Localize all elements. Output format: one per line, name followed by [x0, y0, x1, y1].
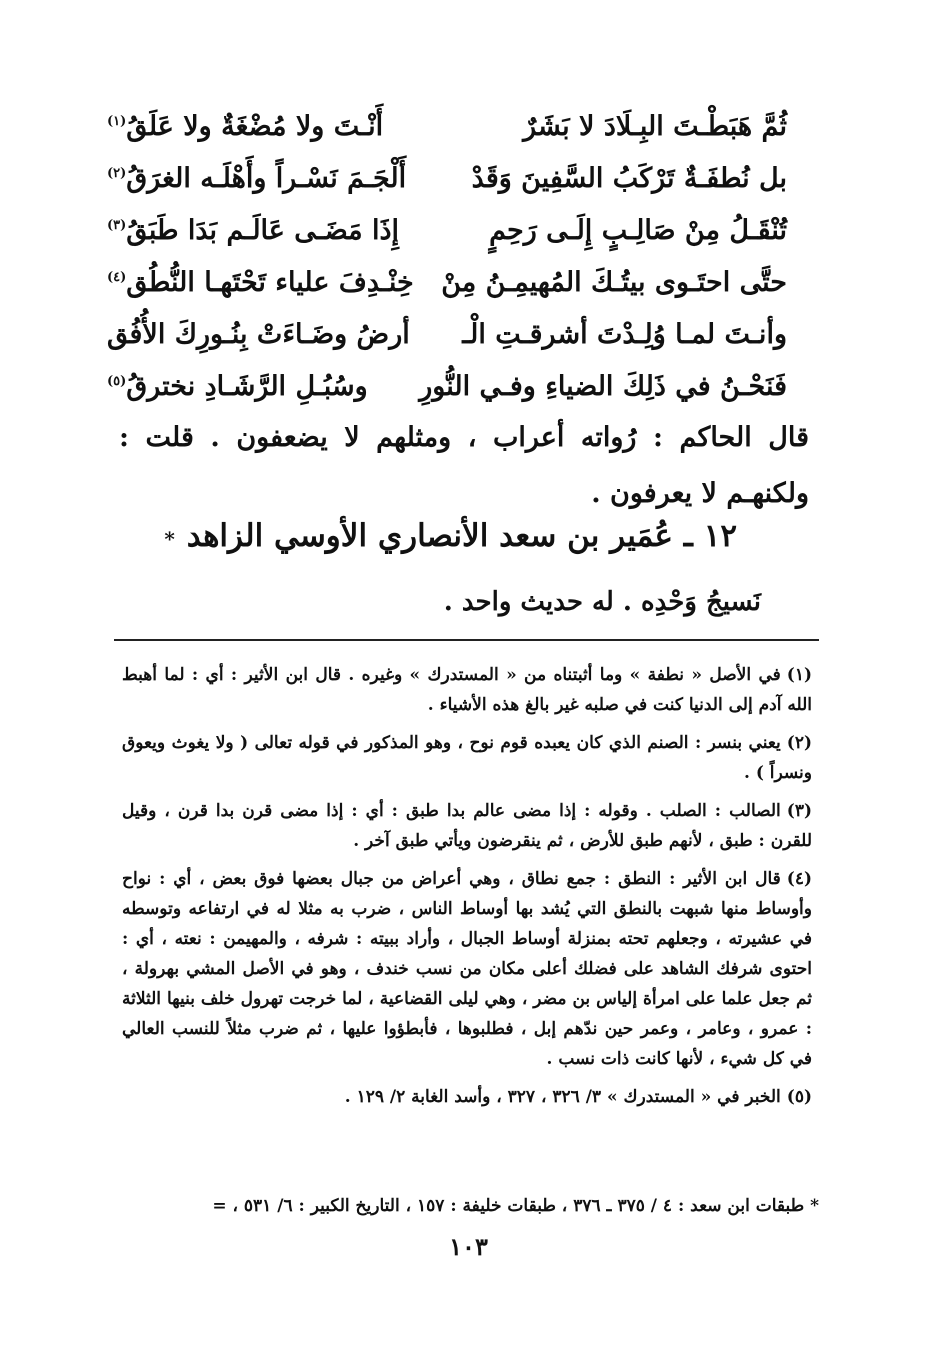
verse-first-hemistich: وأنـتَ لمـا وُلِـدْتَ أشرقـتِ الْـ: [462, 318, 787, 350]
entry-description: نَسيجُ وَحْدِه . له حديث واحد .: [443, 587, 761, 617]
verse-first-hemistich: تُنْقَـلُ مِنْ صَالِـبٍ إِلَـى رَحِمٍ: [489, 214, 787, 246]
verse-second-text: أَنْـتَ ولا مُضْغَةٌ ولا عَلَقُ: [126, 110, 384, 142]
footnotes: [122, 660, 812, 1120]
verse-second-text: إِذَا مَضَـى عَالَـم بَدَا طَبَقُ: [126, 214, 399, 246]
verse-first-hemistich: بل نُطفَـةٌ تَرْكَبُ السَّفِينَ وَقَدْ: [471, 162, 787, 194]
verse-second-hemistich: [107, 163, 406, 194]
poem-verse: [107, 308, 787, 360]
footnote: [122, 660, 812, 720]
verse-second-text: أَلْجَـمَ نَسْـراً وأَهْلَـه الغرَقُ: [126, 162, 407, 194]
footnote-number: (٥): [786, 1087, 812, 1107]
footnote-number: (٤): [786, 869, 812, 889]
verse-first-hemistich: ثُمَّ هَبَطْـتَ البِـلَادَ لا بَشَرٌ: [523, 110, 787, 142]
asterisk-mark: *: [164, 527, 175, 551]
poem-verse: [107, 152, 787, 204]
footnote-marker: (٥): [107, 373, 127, 389]
footnote-number: (١): [786, 665, 812, 685]
footnote-text: الصالب : الصلب . وقوله : إذا مضى عالم بدا طبق : أي : إذا مضى قرن بدا قرن ، وقيل للقرن : طبق ، لأنهم طبق للأرض ، ثم ينقرضون ويأتي طبق آخر .: [122, 801, 812, 851]
footnote: [122, 796, 812, 856]
poem-block: [107, 100, 787, 412]
verse-second-text: وسُبُـلِ الرَّشَـادِ نخترقُ: [126, 370, 368, 402]
poem-verse: [107, 100, 787, 152]
verse-first-hemistich: فَنَحْـنُ في ذَلِكَ الضياءِ وفـي النُّورِ: [419, 370, 787, 402]
footnote-divider: [114, 639, 819, 641]
footnote-text: يعني بنسر : الصنم الذي كان يعبده قوم نوح ، وهو المذكور في قوله تعالى ( ولا يغوث ويعوق ونسراً ) .: [122, 733, 812, 783]
verse-second-hemistich: [107, 111, 383, 142]
footnote: [122, 728, 812, 788]
source-note: * طبقات ابن سعد : ٤ / ٣٧٥ ـ ٣٧٦ ، طبقات خليفة : ١٥٧ ، التاريخ الكبير : ٦/ ٥٣١ ، =: [212, 1196, 819, 1216]
poem-verse: [107, 204, 787, 256]
entry-title: ١٢ ـ عُمَير بن سعد الأنصاري الأوسي الزاهد: [186, 518, 737, 554]
footnote-marker: (١): [107, 113, 127, 129]
verse-second-text: أرضُ وضَـاءَتْ بِنُـورِكَ الأُفُق: [107, 318, 410, 350]
footnote-number: (٢): [786, 733, 812, 753]
footnote-text: الخبر في « المستدرك » ٣/ ٣٢٦ ، ٣٢٧ ، وأسد الغابة ٢/ ١٢٩ .: [344, 1087, 781, 1107]
verse-second-hemistich: [107, 319, 410, 350]
footnote-text: قال ابن الأثير : النطق : جمع نطاق ، وهي أعراض من جبال بعضها فوق بعض ، أي : نواح وأوساط منها شبهت بالنطق التي يُشد بها أوساط الناس ، ضرب به مثلا له في ارتفاعه وتوسطه في عشيرته ، وجعلهم تحته بمنزلة أوساط الجبال ، وأراد ببيته : شرفه ، والمهيمن : نعته ، أي : احتوى شرفك الشاهد على فضلك أعلى مكان من نسب خندف ، وهو في الأصل المشي بهرولة ، ثم جعل علما على امرأة إلياس بن مضر ، وهي ليلى القضاعية ، لما خرجت تهرول خلف بنيها الثلاثة : عمرو ، وعامر ، وعمر حين ندّهم إبل ، فطلبوها ، فأبطؤوا عليها ، ثم ضرب مثلاً للنسب العالي في كل شيء ، لأنها كانت ذات نسب .: [122, 869, 812, 1069]
verse-second-text: خِنْـدِفَ علياء تَحْتَهـا النُّطُق: [126, 266, 414, 298]
verse-first-hemistich: حتَّى احتَـوى بيتُـكَ المُهيمِـنُ مِنْ: [441, 266, 787, 298]
verse-second-hemistich: [107, 371, 368, 402]
footnote-marker: (٢): [107, 165, 127, 181]
footnote-text: في الأصل « نطفة » وما أثبتناه من « المستدرك » وغيره . قال ابن الأثير : أي : لما أهبط الله آدم إلى الدنيا كنت في صلبه غير بالغ هذه الأشياء .: [122, 665, 812, 715]
hakim-comment: قال الحاكم : رُواته أعراب ، ومثلهم لا يضعفون . قلت : ولكنهـم لا يعرفون .: [119, 422, 809, 509]
page-number: ١٠٣: [449, 1232, 488, 1261]
poem-verse: [107, 256, 787, 308]
verse-second-hemistich: [107, 215, 399, 246]
footnote: [122, 864, 812, 1074]
footnote-marker: (٣): [107, 217, 127, 233]
poem-verse: [107, 360, 787, 412]
footnote-number: (٣): [786, 801, 812, 821]
verse-second-hemistich: [107, 267, 414, 298]
footnote: [122, 1082, 812, 1112]
entry-heading: [164, 518, 737, 554]
footnote-marker: (٤): [107, 269, 127, 285]
